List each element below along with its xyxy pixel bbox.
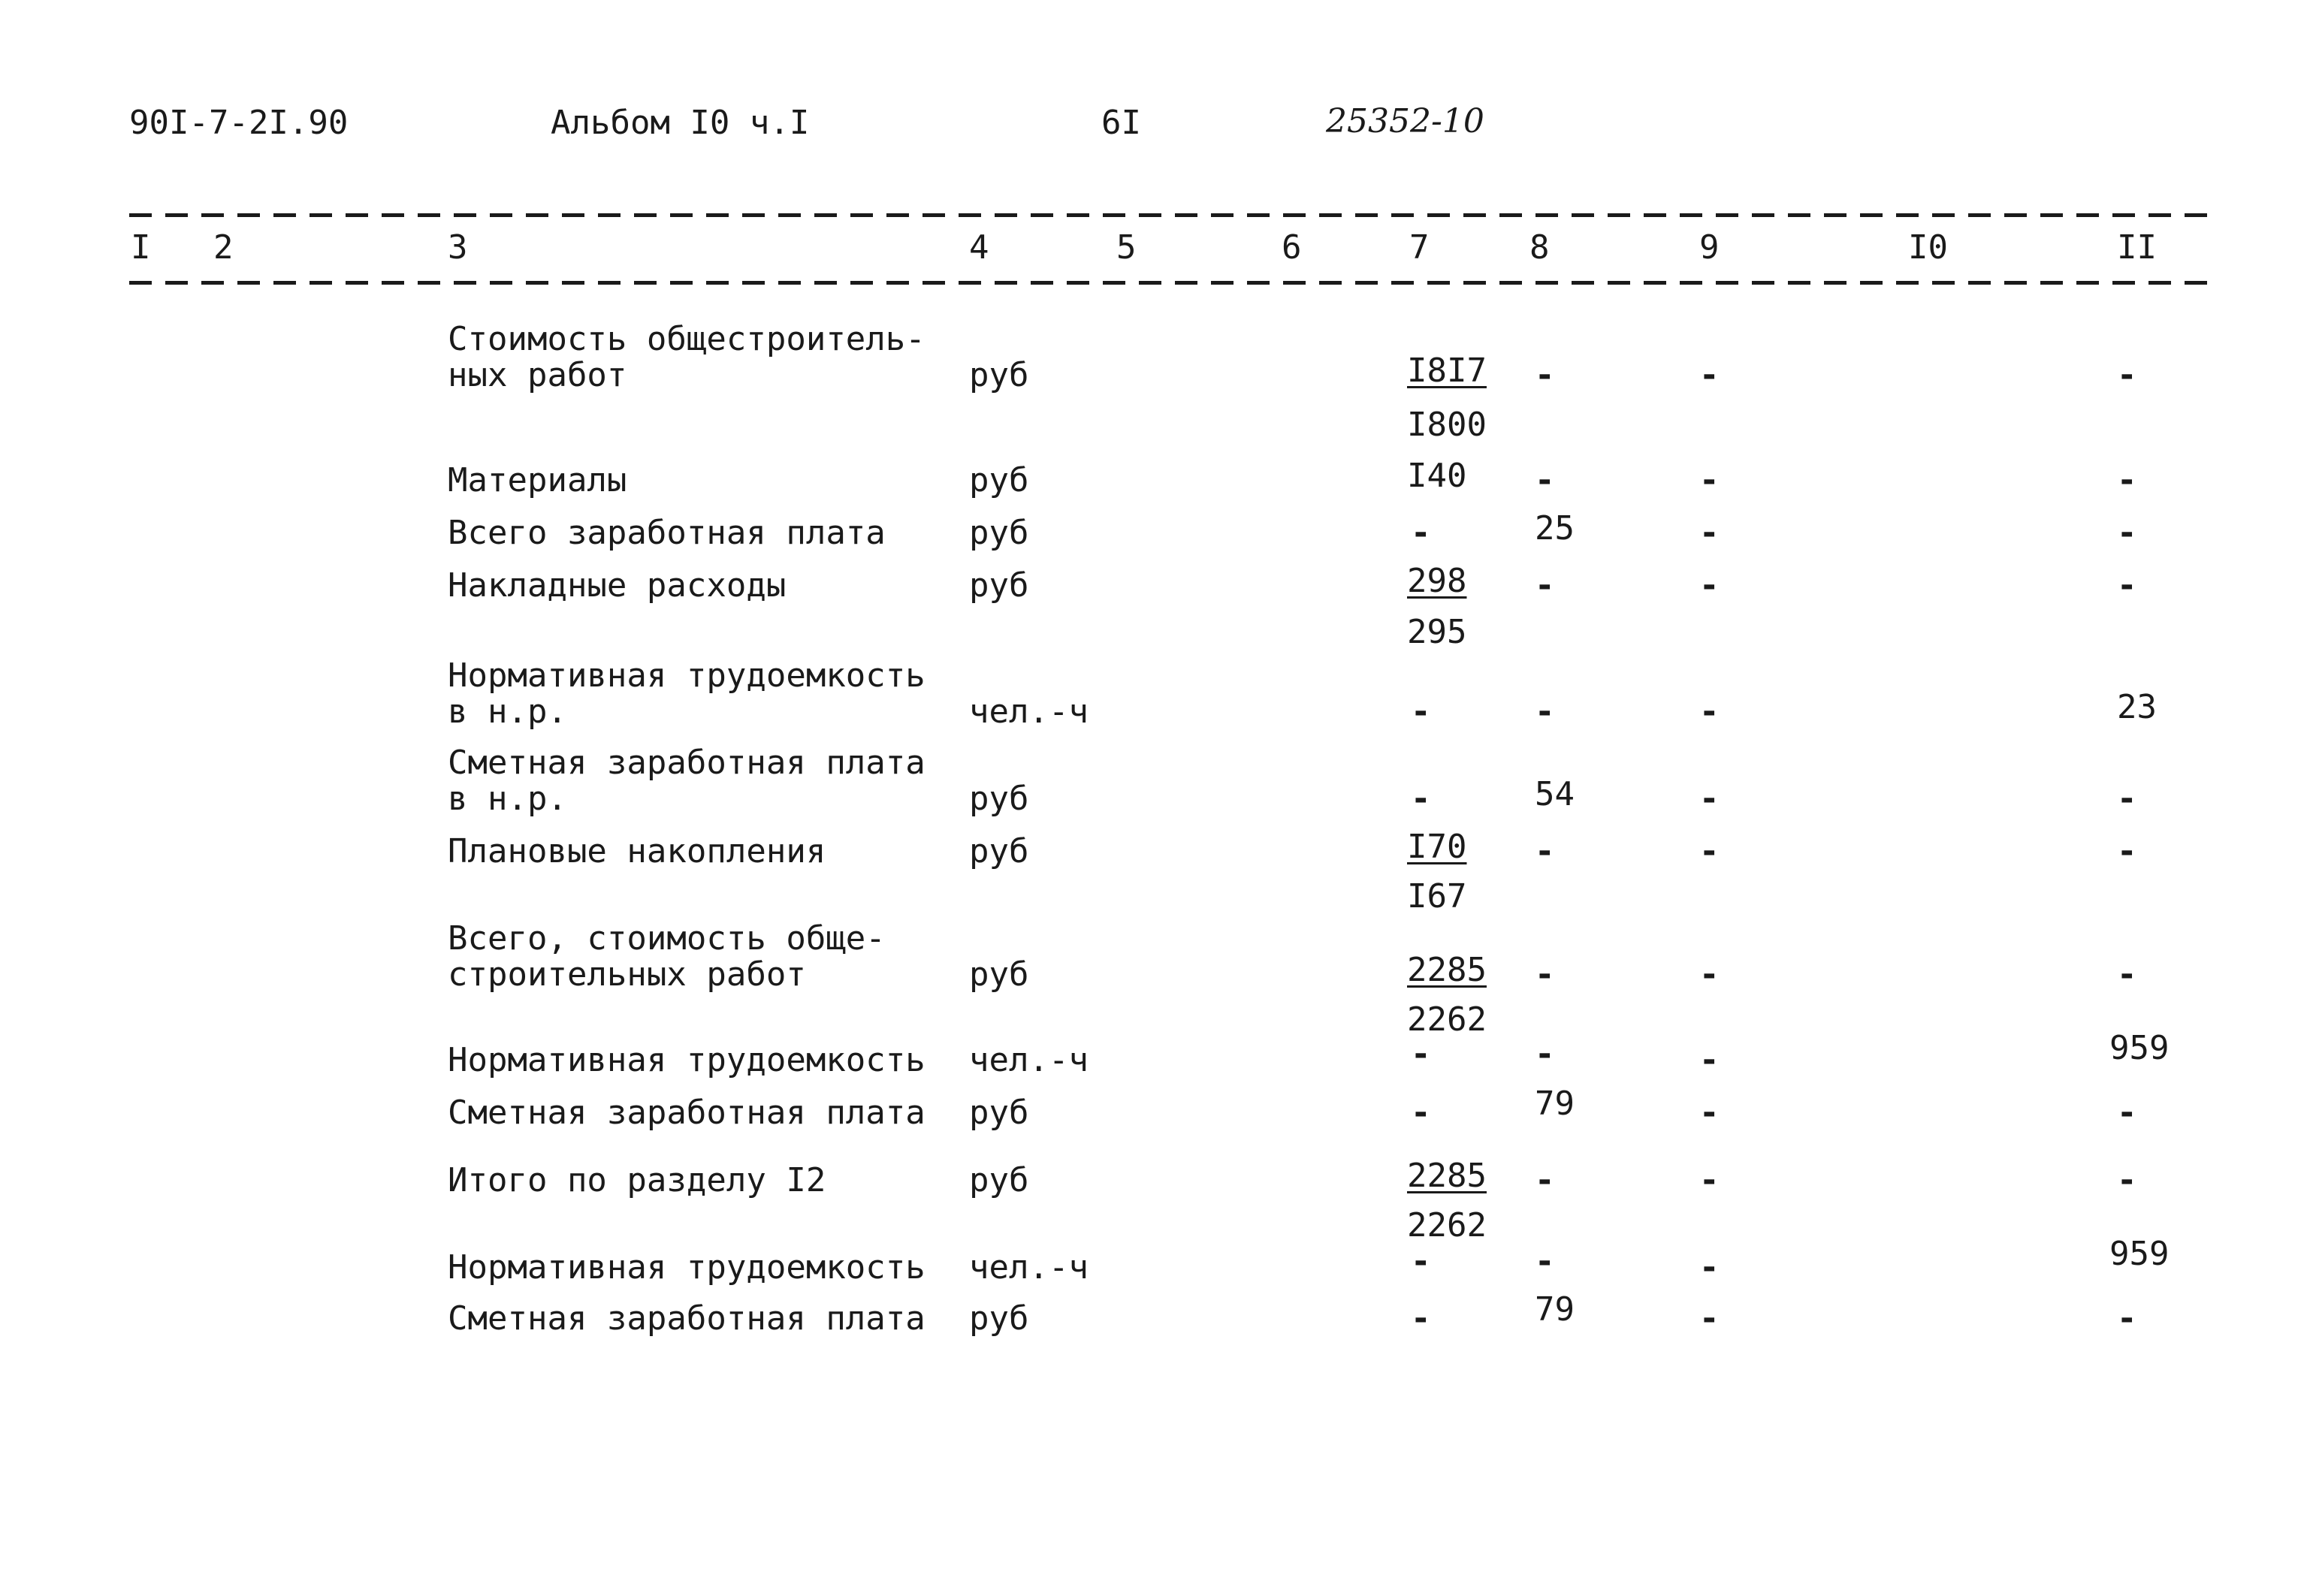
row-col11-value: 23 <box>2117 688 2157 726</box>
row-col11-value: - <box>2117 1161 2137 1199</box>
row-col7-value: I70 <box>1407 828 1467 866</box>
row-col7-value: - <box>1411 1242 1431 1281</box>
column-header-11: II <box>2117 228 2157 267</box>
row-col11-value: - <box>2117 566 2137 605</box>
header-rule-bottom <box>129 281 2218 285</box>
row-col9-value: - <box>1699 566 1720 605</box>
row-unit: чел.-ч <box>969 692 1089 731</box>
row-name-line: в н.р. <box>448 780 567 818</box>
row-name-line: Сметная заработная плата <box>448 744 926 782</box>
row-col9-value: - <box>1699 1248 1720 1287</box>
row-unit: руб <box>969 780 1029 818</box>
row-col9-value: - <box>1699 692 1720 731</box>
column-header-6: 6 <box>1282 228 1302 267</box>
row-name-line: Сметная заработная плата <box>448 1299 926 1338</box>
row-col8-value: - <box>1535 692 1555 731</box>
row-col7-value: I8I7 <box>1407 351 1487 390</box>
column-header-8: 8 <box>1529 228 1550 267</box>
row-name-line: строительных работ <box>448 955 806 994</box>
row-col11-value: - <box>2117 1299 2137 1338</box>
album-label: Альбом I0 ч.I <box>551 104 810 142</box>
page-number: 6I <box>1101 104 1141 142</box>
column-header-9: 9 <box>1699 228 1720 267</box>
row-col11-value: - <box>2117 461 2137 499</box>
row-name-line: Итого по разделу I2 <box>448 1161 826 1199</box>
row-unit: руб <box>969 356 1029 394</box>
row-col8-value: - <box>1535 1242 1555 1281</box>
row-col7-value: I40 <box>1407 457 1467 495</box>
row-name-line: Нормативная трудоемкость <box>448 1248 926 1287</box>
row-unit: руб <box>969 1299 1029 1338</box>
row-col8-value: - <box>1535 1161 1555 1199</box>
row-col8-value: - <box>1535 356 1555 394</box>
row-col11-value: - <box>2117 1094 2137 1132</box>
row-name-line: в н.р. <box>448 692 567 731</box>
row-col9-value: - <box>1699 955 1720 994</box>
row-unit: руб <box>969 566 1029 605</box>
column-header-10: I0 <box>1908 228 1948 267</box>
row-col7-value: - <box>1411 780 1431 818</box>
row-col7-second-value: 2262 <box>1407 1000 1487 1039</box>
row-col8-value: - <box>1535 832 1555 870</box>
row-col8-value: - <box>1535 566 1555 605</box>
header-rule-top <box>129 213 2218 217</box>
row-col7-value: 2285 <box>1407 1157 1487 1195</box>
row-col11-value: - <box>2117 955 2137 994</box>
row-name-line: Нормативная трудоемкость <box>448 1041 926 1079</box>
row-col8-value: 79 <box>1535 1085 1575 1123</box>
row-col9-value: - <box>1699 514 1720 552</box>
row-col8-value: 79 <box>1535 1290 1575 1329</box>
row-col9-value: - <box>1699 1094 1720 1132</box>
column-header-2: 2 <box>213 228 234 267</box>
row-col9-value: - <box>1699 1299 1720 1338</box>
column-header-1: I <box>131 228 151 267</box>
row-col11-value: - <box>2117 780 2137 818</box>
row-col7-second-value: 295 <box>1407 613 1467 651</box>
row-unit: руб <box>969 514 1029 552</box>
row-name-line: Нормативная трудоемкость <box>448 656 926 695</box>
row-col9-value: - <box>1699 1041 1720 1079</box>
row-unit: руб <box>969 1094 1029 1132</box>
row-unit: чел.-ч <box>969 1041 1089 1079</box>
row-col11-value: 959 <box>2109 1235 2170 1273</box>
row-col8-value: - <box>1535 461 1555 499</box>
row-name-line: Плановые накопления <box>448 832 826 870</box>
row-col7-value: - <box>1411 1299 1431 1338</box>
column-header-4: 4 <box>969 228 989 267</box>
row-col9-value: - <box>1699 1161 1720 1199</box>
column-header-5: 5 <box>1116 228 1137 267</box>
row-col11-value: - <box>2117 356 2137 394</box>
row-col11-value: - <box>2117 514 2137 552</box>
row-unit: чел.-ч <box>969 1248 1089 1287</box>
row-col8-value: 54 <box>1535 775 1575 813</box>
row-unit: руб <box>969 955 1029 994</box>
row-unit: руб <box>969 832 1029 870</box>
row-name-line: Накладные расходы <box>448 566 787 605</box>
row-col7-value: - <box>1411 1035 1431 1073</box>
row-unit: руб <box>969 461 1029 499</box>
handwritten-number: 25352-10 <box>1326 102 1484 140</box>
row-col9-value: - <box>1699 780 1720 818</box>
row-name-line: ных работ <box>448 356 627 394</box>
row-col7-value: - <box>1411 514 1431 552</box>
row-col7-second-value: I800 <box>1407 406 1487 444</box>
row-col8-value: 25 <box>1535 509 1575 548</box>
row-col9-value: - <box>1699 356 1720 394</box>
row-col11-value: 959 <box>2109 1029 2170 1067</box>
row-col7-value: 298 <box>1407 562 1467 600</box>
row-col8-value: - <box>1535 955 1555 994</box>
column-header-3: 3 <box>448 228 468 267</box>
row-name-line: Сметная заработная плата <box>448 1094 926 1132</box>
row-unit: руб <box>969 1161 1029 1199</box>
row-col7-value: - <box>1411 692 1431 731</box>
row-col7-value: 2285 <box>1407 951 1487 989</box>
row-name-line: Всего, стоимость обще- <box>448 919 886 958</box>
row-col9-value: - <box>1699 461 1720 499</box>
column-header-7: 7 <box>1409 228 1430 267</box>
row-col7-second-value: 2262 <box>1407 1206 1487 1245</box>
row-col7-second-value: I67 <box>1407 877 1467 916</box>
document-code: 90I-7-2I.90 <box>129 104 349 142</box>
row-name-line: Всего заработная плата <box>448 514 886 552</box>
row-name-line: Материалы <box>448 461 627 499</box>
row-col8-value: - <box>1535 1035 1555 1073</box>
row-col11-value: - <box>2117 832 2137 870</box>
row-col7-value: - <box>1411 1094 1431 1132</box>
row-name-line: Стоимость общестроитель- <box>448 320 926 358</box>
row-col9-value: - <box>1699 832 1720 870</box>
